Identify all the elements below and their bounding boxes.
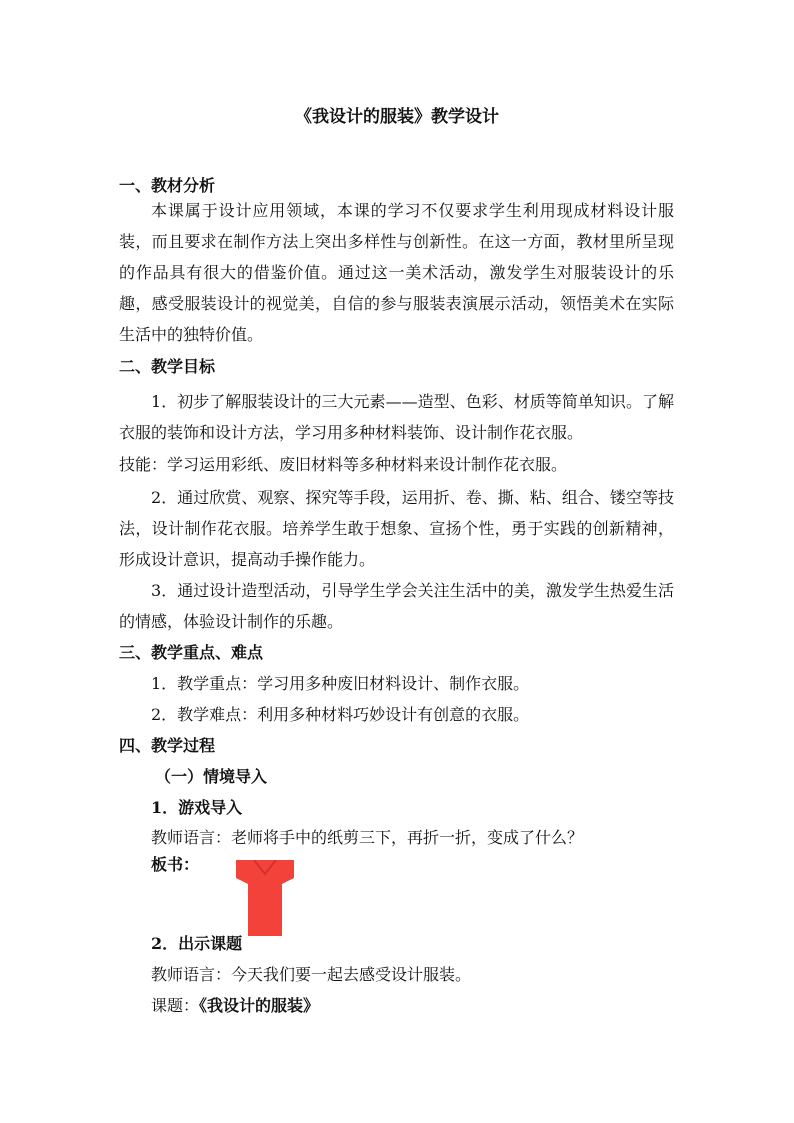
- section-heading-2: 二、教学目标: [119, 357, 216, 376]
- section-heading-4: 四、教学过程: [119, 736, 216, 755]
- section-heading-3: 三、教学重点、难点: [119, 643, 264, 662]
- step-1-heading: 1．游戏导入: [151, 798, 243, 817]
- goal-2: 2．通过欣赏、观察、探究等手段，运用折、卷、撕、粘、组合、镂空等技法，设计制作花衣服。培养学生敢于想象、宣扬个性，勇于实践的创新精神，形成设计意识，提高动手操作能力。: [119, 488, 674, 569]
- section-heading-1: 一、教材分析: [119, 176, 216, 195]
- topic-value: 《我设计的服装》: [199, 996, 320, 1015]
- paper-shirt-image: [236, 860, 294, 936]
- subsection-heading: （一）情境导入: [155, 767, 268, 786]
- key-point: 1．教学重点：学习用多种废旧材料设计、制作衣服。: [151, 674, 530, 693]
- document-title: 《我设计的服装》教学设计: [295, 107, 499, 127]
- teacher-speech-1: 教师语言：老师将手中的纸剪三下，再折一折，变成了什么？: [151, 828, 584, 847]
- skill-line: 技能：学习运用彩纸、废旧材料等多种材料来设计制作花衣服。: [119, 455, 568, 474]
- goal-1: 1．初步了解服装设计的三大元素——造型、色彩、材质等简单知识。了解衣服的装饰和设计方法，学习用多种材料装饰、设计制作花衣服。: [119, 392, 674, 442]
- board-label: 板书：: [151, 855, 200, 874]
- topic-label: 课题：: [151, 996, 200, 1015]
- difficult-point: 2．教学难点：利用多种材料巧妙设计有创意的衣服。: [151, 705, 530, 724]
- topic-line: [151, 996, 319, 1016]
- goal-3: 3．通过设计造型活动，引导学生学会关注生活中的美，激发学生热爱生活的情感，体验设计制作的乐趣。: [119, 581, 674, 631]
- step-2-heading: 2．出示课题: [151, 934, 243, 953]
- teacher-speech-2: 教师语言：今天我们要一起去感受设计服装。: [151, 965, 472, 984]
- section-1-paragraph: 本课属于设计应用领域，本课的学习不仅要求学生利用现成材料设计服装，而且要求在制作方法上突出多样性与创新性。在这一方面，教材里所呈现的作品具有很大的借鉴价值。通过这一美术活动，激发学生对服装设计的乐趣，感受服装设计的视觉美，自信的参与服装表演展示活动，领悟美术在实际生活中的独特价值。: [119, 201, 674, 344]
